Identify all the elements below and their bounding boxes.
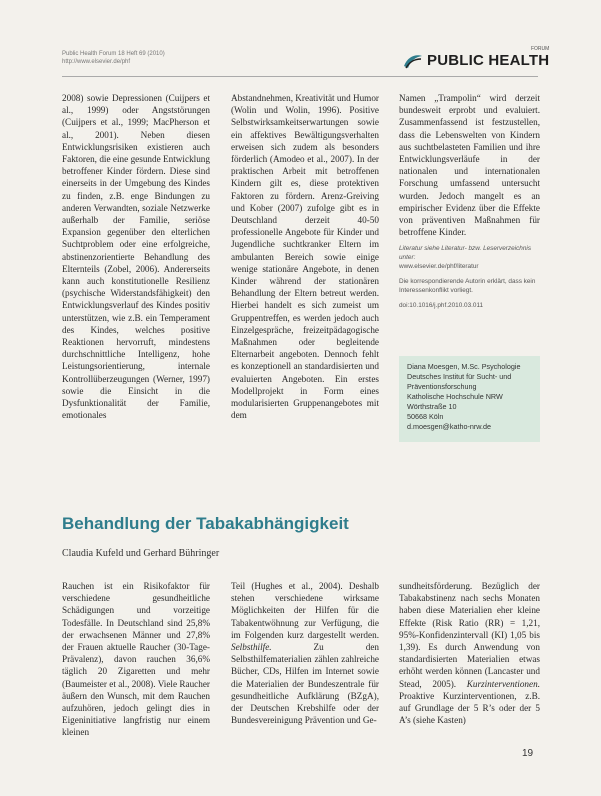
address-line: Diana Moesgen, M.Sc. Psychologie	[407, 362, 521, 371]
article2-column-3	[399, 580, 540, 726]
conflict-of-interest-note: Die korrespondierende Autorin erklärt, dass kein Interessenkonflikt vorliegt.	[399, 278, 536, 295]
address-line: Wörthstraße 10	[407, 402, 457, 411]
article2-col3-text	[399, 580, 540, 726]
article2-column-1	[62, 580, 210, 739]
article1-column-2	[231, 92, 379, 421]
article1-column-1	[62, 92, 210, 421]
literature-url[interactable]: www.elsevier.de/phf/literatur	[399, 263, 479, 271]
article2-column-2	[231, 580, 379, 726]
article1-col2-text: Abstandnehmen, Kreativität und Humor (Wolin und Wolin, 1996). Positive Selbstwirksamkeitserwartungen sowie ein affektives Bewältigungsverhalten erweisen sich zudem als besonders förderlich (Amodeo et al., 2007). In der praktischen Arbeit mit betroffenen Kindern gilt es, diese protektiven Faktoren zu fördern. Arenz-Greiving und Kober (2007) zufolge gibt es in Deutschland derzeit 40-50 professionelle Angebote für Kinder und Jugendliche suchtkranker Eltern im ambulanten Bereich sowie einige wenige stationäre Angebote, in denen Kinder während der stationären Behandlung der Eltern betreut werden. Hierbei handelt es sich zumeist um Gruppentreffen, es werden jedoch auch Einzelgespräche, freizeitpädagogische Maßnahmen oder begleitende Elternarbeit angeboten. Dennoch fehlt es konzeptionell an standardisierten und evaluierten Angeboten. Ein erstes Modellprojekt in Form eines modularisierten Gruppenangebotes mit dem	[231, 93, 379, 421]
article2-col1-text: Rauchen ist ein Risikofaktor für verschiedene gesundheitliche Schädigungen und vorzeitige Todesfälle. In Deutschland sind 25,8% der erwachsenen Männer und 27,8% der Frauen aktuelle Raucher (30-Tage-Prävalenz), davon rauchen 36,6% täglich 20 Zigaretten und mehr (Baumeister et al., 2008). Viele Raucher äußern den Wunsch, mit dem Rauchen aufzuhören, jedoch gelingt dies in Eigeninitiative langfristig nur einem kleinen	[62, 581, 210, 738]
article1-col3-text: Namen „Trampolin“ wird derzeit bundesweit erprobt und evaluiert. Zusammenfassend ist festzustellen, dass die Lebenswelten von Kindern aus suchtbelasteten Familien und ihre Entwicklungsverläufe in der nationalen und internationalen Forschung umfassend untersucht wurden. Jedoch mangelt es an empirischer Evidenz über die Effekte von präventiven Maßnahmen für betroffene Kinder.	[399, 93, 540, 238]
article1-column-3	[399, 92, 540, 310]
address-email[interactable]: d.moesgen@katho-nrw.de	[407, 422, 492, 431]
page-number: 19	[522, 748, 534, 759]
journal-meta	[62, 50, 165, 66]
article2-col3-part-a: sundheitsförderung. Bezüglich der Tabakabstinenz nach sechs Monaten haben diese Materialien eher kleine Effekte (Risk Ratio (RR) = 1,21, 95%-Konfidenzintervall (KI) 1,05 bis 1,39). Es durch Anwendung von standardisierten Materialien etwas erhöht werden können (Lancaster und Stead, 2005).	[399, 581, 540, 689]
logo-forum-label: FORUM	[530, 46, 550, 52]
article2-col2-part-b: Zu den Selbsthilfematerialien zählen zahlreiche Bücher, CDs, Hilfen im Internet sowie die Materialien der Bundeszentrale für gesundheitliche Aufklärung (BZgA), der Deutschen Krebshilfe oder der Bundesvereinigung Prävention und Ge-	[231, 642, 379, 726]
journal-citation: Public Health Forum 18 Heft 69 (2010)	[62, 51, 165, 57]
doi: doi:10.1016/j.phf.2010.03.011	[399, 302, 484, 310]
address-line: Präventionsforschung	[407, 382, 477, 391]
article2-authors: Claudia Kufeld und Gerhard Bühringer	[62, 548, 220, 559]
swoosh-icon	[402, 52, 424, 70]
journal-url: http://www.elsevier.de/phf	[62, 59, 131, 65]
section-lead-selbsthilfe: Selbsthilfe.	[231, 642, 272, 653]
article2-col2-part-a: Teil (Hughes et al., 2004). Deshalb stehen verschiedene wirksame Möglichkeiten der Hilfen für die Tabakentwöhnung zur Verfügung, die im Folgenden kurz dargestellt werden.	[231, 581, 379, 640]
logo-title: PUBLIC HEALTH	[427, 52, 550, 69]
address-line: 50668 Köln	[407, 412, 444, 421]
article2-col3-part-b: Proaktive Kurzinterventionen, z.B. auf Grundlage der 5 R’s oder der 5 A’s (siehe Kasten)	[399, 690, 540, 726]
article2-col2-text	[231, 580, 379, 726]
author-address-box	[399, 356, 540, 442]
address-line: Katholische Hochschule NRW	[407, 392, 503, 401]
article1-col1-text: 2008) sowie Depressionen (Cuijpers et al., 1999) oder Angststörungen (Cuijpers et al., 1999; MacPherson et al., 2001). Neben diesen Entwicklungsrisiken existieren auch Faktoren, die eine gesunde Entwicklung betroffener Kinder fördern. Diese sind einerseits in der Umgebung des Kindes zu finden, z.B. enge Bindungen zu anderen Verwandten, soziale Netzwerke außerhalb der Familie, seriöse Expansion gegenüber den elterlichen Suchtproblem oder eine erfolgreiche, abstinenzorientierte Behandlung des Elternteils (Zobel, 2006). Andererseits kann auch konstitutionelle Resilienz (psychische Widerstandsfähigkeit) den Entwicklungsverlauf des Kindes positiv unterstützen, wie z.B. ein Temperament des Kindes, welches positive Reaktionen hervorruft, mindestens durchschnittliche Intelligenz, hohe Leistungsorientierung, internale Kontrollüberzeugungen (Werner, 1997) sowie die Einsicht in die Dysfunktionalität der Familie, emotionales	[62, 93, 210, 421]
header-rule	[62, 76, 538, 77]
public-health-logo	[402, 46, 550, 70]
article2-title: Behandlung der Tabakabhängigkeit	[62, 514, 349, 533]
literature-note: Literatur siehe Literatur- bzw. Leserverzeichnis unter:	[399, 245, 532, 262]
section-lead-kurzinterventionen: Kurzinterventionen.	[466, 678, 540, 689]
address-line: Deutsches Institut für Sucht- und	[407, 372, 512, 381]
